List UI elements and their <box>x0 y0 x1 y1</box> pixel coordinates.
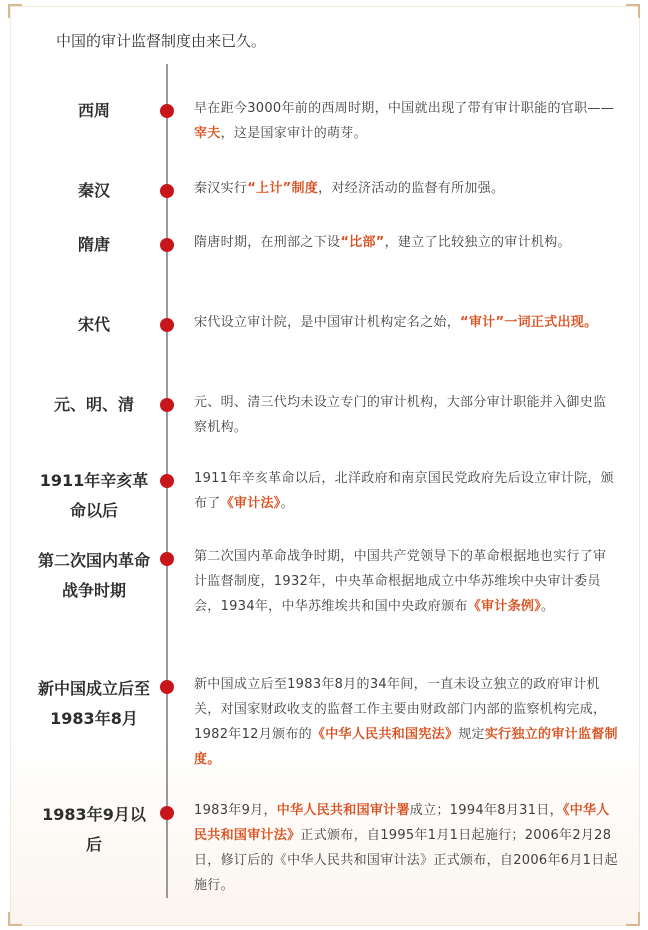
timeline-dot <box>160 474 174 488</box>
description-text: ，对经济活动的监督有所加强。 <box>318 181 505 196</box>
era-label: 第二次国内革命战争时期 <box>38 551 151 600</box>
era-description <box>194 96 618 146</box>
highlight-text: 《中华人民共和国审计法》 <box>194 803 610 843</box>
highlight-text: 《审计法》 <box>220 496 281 511</box>
description-text: 元、明、清三代均未设立专门的审计机构，大部分审计职能并入御史监察机构。 <box>194 395 607 435</box>
description-text: 规定 <box>458 727 485 742</box>
highlight-text: 宰夫 <box>194 126 221 141</box>
corner-ornament <box>8 912 22 926</box>
corner-ornament <box>626 4 640 18</box>
era-description <box>194 390 618 440</box>
description-text: 第二次国内革命战争时期，中国共产党领导下的革命根据地也实行了审计监督制度，1932年，中央革命根据地成立中华苏维埃中央审计委员会，1934年，中华苏维埃共和国中央政府颁布 <box>194 549 607 614</box>
timeline-dot <box>160 680 174 694</box>
era-description <box>194 466 618 516</box>
highlight-text: “比部” <box>340 235 385 250</box>
description-text: 秦汉实行 <box>194 181 248 196</box>
description-text: 隋唐时期，在刑部之下设 <box>194 235 341 250</box>
highlight-text: 《中华人民共和国宪法》 <box>311 727 459 742</box>
description-text: 早在距今3000年前的西周时期，中国就出现了带有审计职能的官职—— <box>194 101 614 116</box>
era-label: 西周 <box>77 101 110 120</box>
era-description <box>194 176 618 201</box>
timeline-dot <box>160 104 174 118</box>
highlight-text: 实行独立的审计监督制度。 <box>194 727 618 767</box>
highlight-text: 《审计条例》 <box>467 599 541 614</box>
timeline-dot <box>160 318 174 332</box>
corner-ornament <box>626 912 640 926</box>
era-description <box>194 672 618 772</box>
description-text: 。 <box>541 599 555 614</box>
description-text: ，这是国家审计的萌芽。 <box>220 126 367 141</box>
era-label: 宋代 <box>77 315 110 334</box>
highlight-text: “审计”一词正式出现。 <box>460 315 598 330</box>
highlight-text: 中华人民共和国审计署 <box>276 803 410 818</box>
description-text: 成立；1994年8月31日， <box>409 803 563 818</box>
description-text: 。 <box>280 496 294 511</box>
description-text: 宋代设立审计院，是中国审计机构定名之始， <box>194 315 461 330</box>
era-description <box>194 230 618 255</box>
era-description <box>194 544 618 619</box>
era-label: 1983年9月以后 <box>42 805 146 854</box>
timeline-dot <box>160 184 174 198</box>
era-label: 秦汉 <box>77 181 110 200</box>
era-label: 元、明、清 <box>53 395 134 414</box>
description-text: 正式颁布，自1995年1月1日起施行；2006年2月28日，修订后的《中华人民共和国审计法》正式颁布，自2006年6月1日起施行。 <box>194 828 618 893</box>
intro-text: 中国的审计监督制度由来已久。 <box>56 32 267 50</box>
era-description <box>194 798 618 898</box>
description-text: ，建立了比较独立的审计机构。 <box>384 235 571 250</box>
timeline-dot <box>160 552 174 566</box>
description-text: 新中国成立后至1983年8月的34年间，一直未设立独立的政府审计机关，对国家财政收支的监督工作主要由财政部门内部的监察机构完成，1982年12月颁布的 <box>194 677 607 742</box>
description-text: 1911年辛亥革命以后，北洋政府和南京国民党政府先后设立审计院，颁布了 <box>194 471 614 511</box>
era-label: 隋唐 <box>77 235 110 254</box>
era-label: 新中国成立后至1983年8月 <box>37 679 150 728</box>
description-text: 1983年9月， <box>194 803 277 818</box>
timeline-dot <box>160 238 174 252</box>
era-label: 1911年辛亥革命以后 <box>39 471 149 520</box>
era-description <box>194 310 618 335</box>
corner-ornament <box>8 4 22 18</box>
timeline-dot <box>160 398 174 412</box>
highlight-text: “上计”制度 <box>247 181 319 196</box>
timeline-dot <box>160 806 174 820</box>
